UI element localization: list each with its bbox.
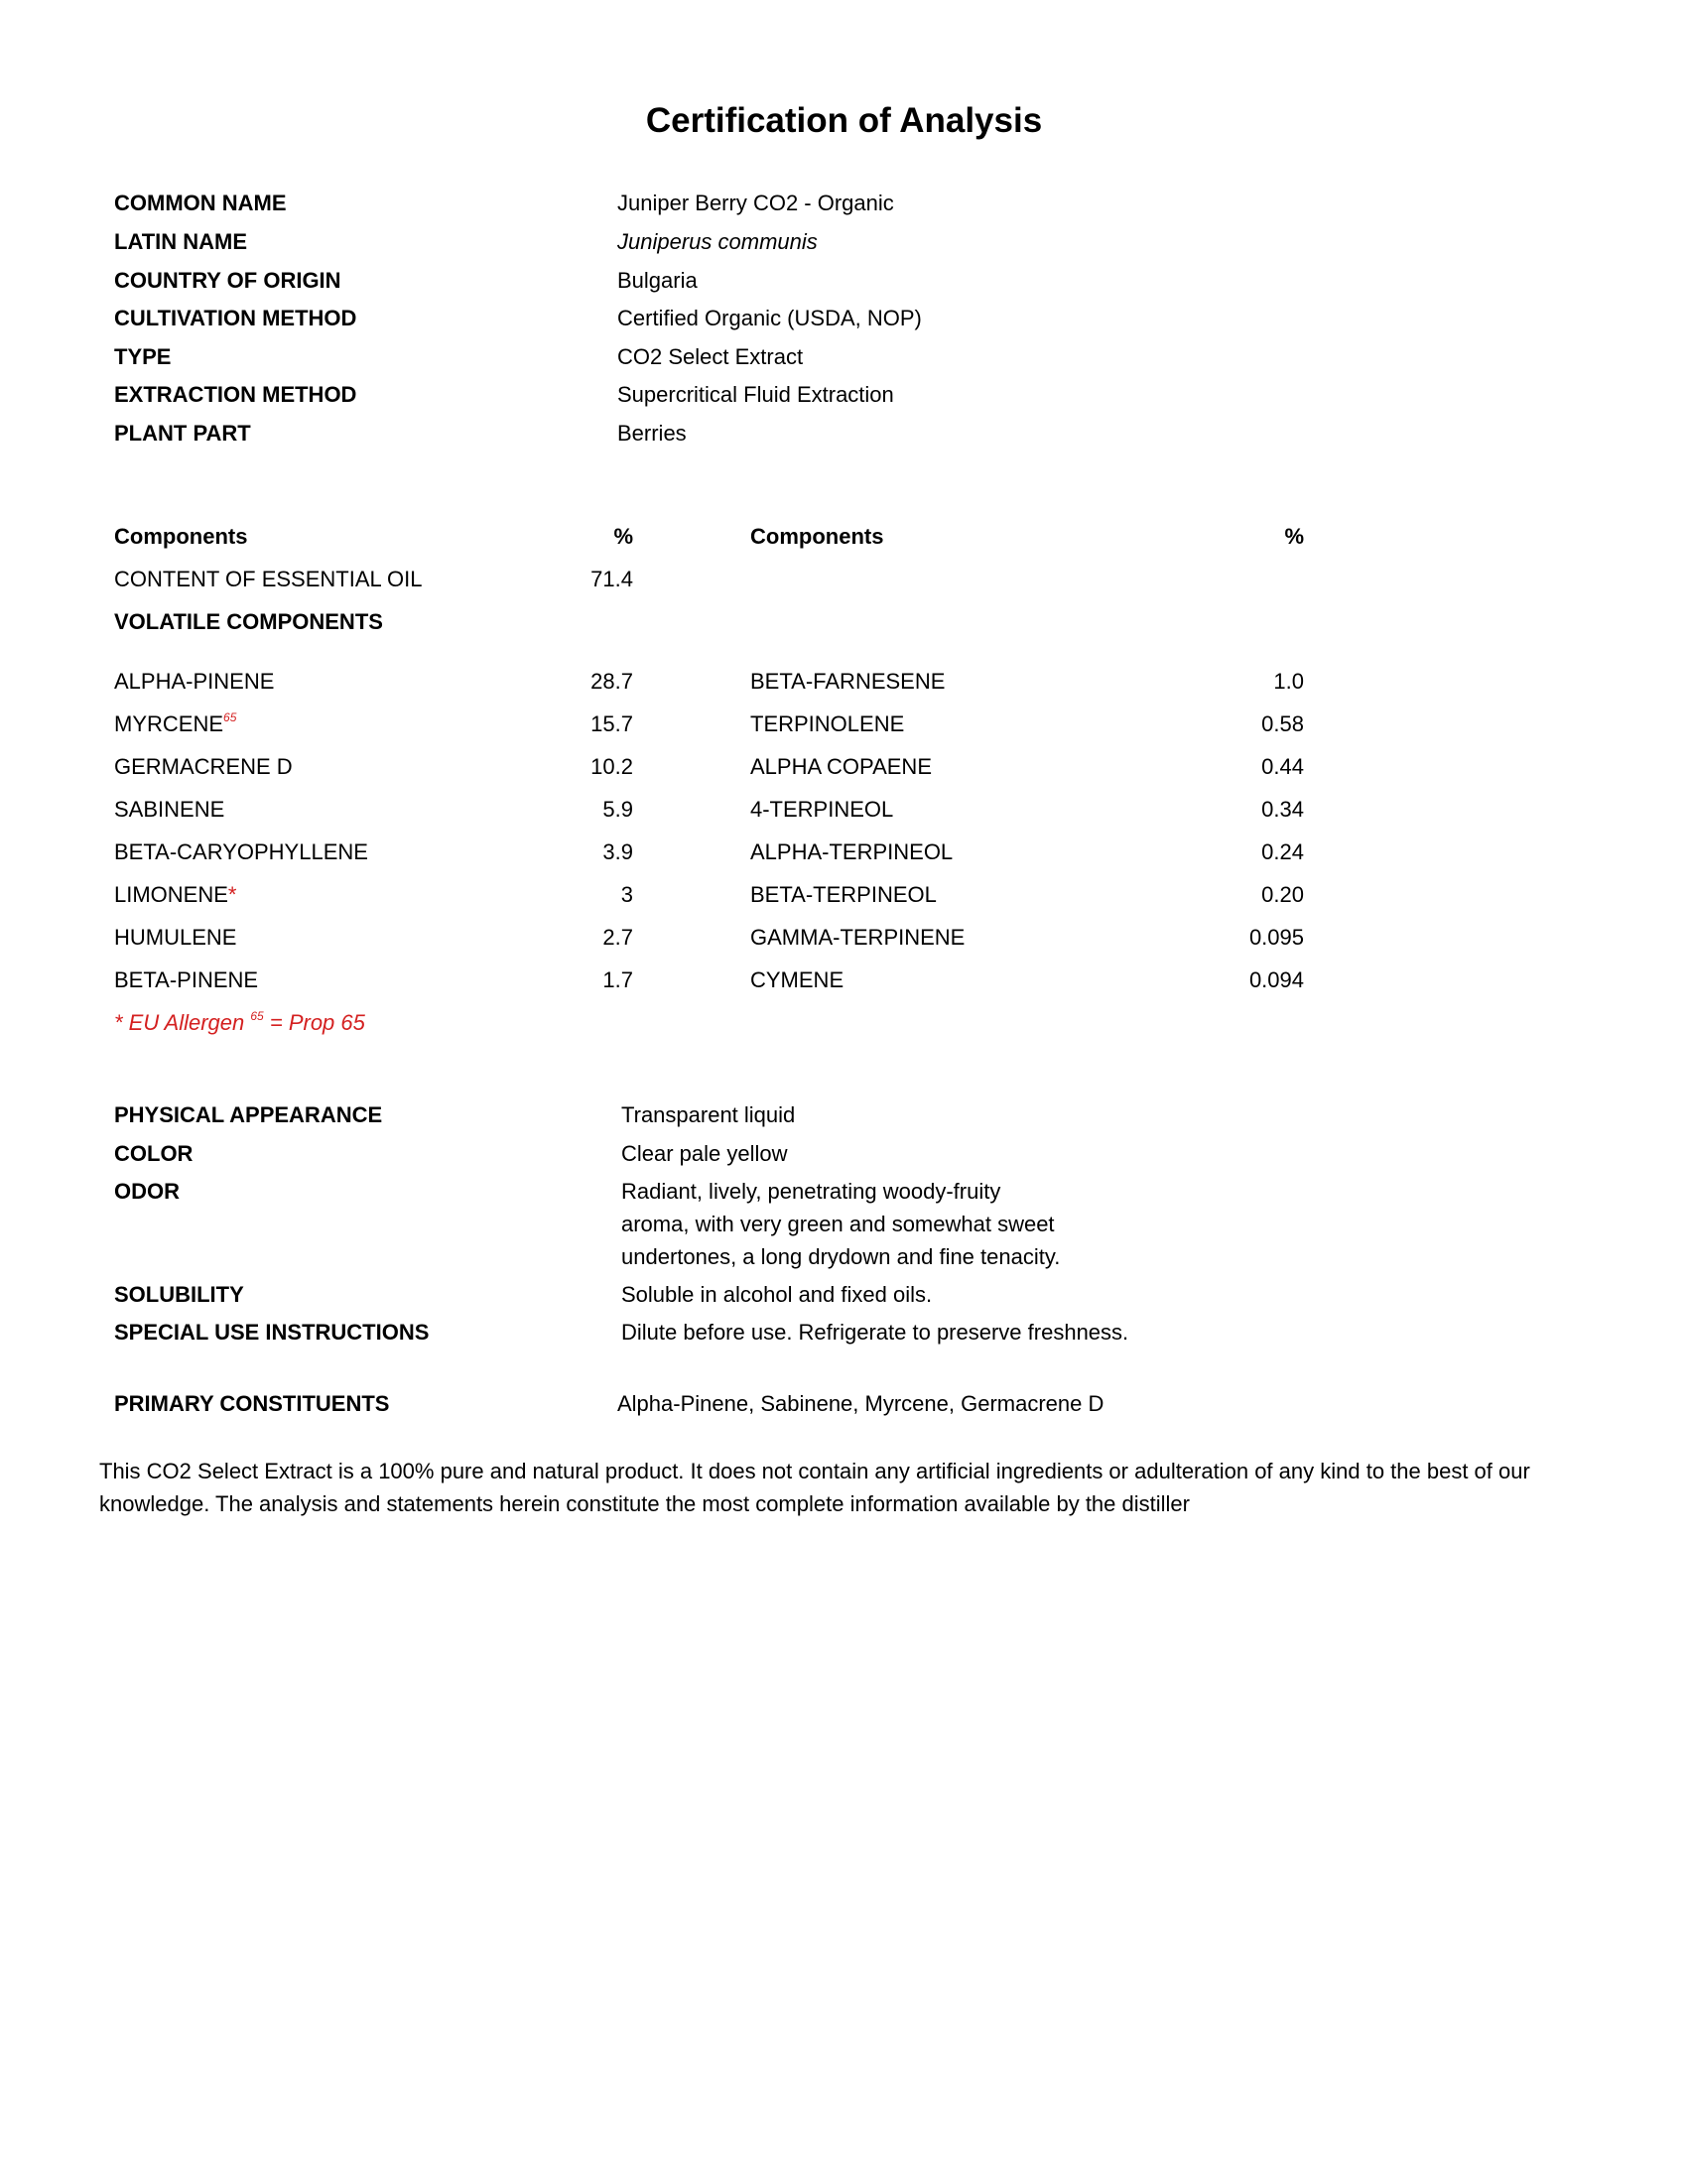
odor-line: Radiant, lively, penetrating woody-fruity bbox=[621, 1179, 1001, 1204]
component-value: 2.7 bbox=[602, 925, 633, 950]
odor-line: undertones, a long drydown and fine tenacity. bbox=[621, 1244, 1061, 1269]
special-use-label: SPECIAL USE INSTRUCTIONS bbox=[114, 1320, 430, 1345]
extraction-value: Supercritical Fluid Extraction bbox=[617, 382, 894, 407]
component-name: GERMACRENE D bbox=[114, 754, 293, 779]
essential-oil-label: CONTENT OF ESSENTIAL OIL bbox=[114, 567, 423, 591]
color-value: Clear pale yellow bbox=[621, 1141, 788, 1166]
appearance-label: PHYSICAL APPEARANCE bbox=[114, 1102, 383, 1127]
component-name bbox=[114, 710, 237, 736]
common-name-value: Juniper Berry CO2 - Organic bbox=[617, 191, 894, 215]
cultivation-value: Certified Organic (USDA, NOP) bbox=[617, 306, 922, 330]
component-value: 10.2 bbox=[590, 754, 633, 779]
component-value: 15.7 bbox=[590, 711, 633, 736]
prop65-legend-mark: 65 bbox=[250, 1009, 264, 1023]
essential-oil-value: 71.4 bbox=[590, 567, 633, 591]
common-name-label: COMMON NAME bbox=[114, 191, 287, 215]
component-value: 1.0 bbox=[1273, 669, 1304, 694]
primary-constituents-label: PRIMARY CONSTITUENTS bbox=[114, 1391, 390, 1416]
color-label: COLOR bbox=[114, 1141, 194, 1166]
allergen-legend bbox=[114, 1009, 365, 1035]
percent-header-right: % bbox=[1284, 524, 1304, 549]
special-use-value: Dilute before use. Refrigerate to preserve freshness. bbox=[621, 1320, 1129, 1345]
cultivation-label: CULTIVATION METHOD bbox=[114, 306, 357, 330]
appearance-value: Transparent liquid bbox=[621, 1102, 796, 1127]
component-name bbox=[114, 884, 236, 906]
component-value: 5.9 bbox=[602, 797, 633, 822]
component-value: 1.7 bbox=[602, 967, 633, 992]
plant-part-value: Berries bbox=[617, 421, 687, 446]
component-name: TERPINOLENE bbox=[750, 711, 905, 736]
component-name: BETA-FARNESENE bbox=[750, 669, 946, 694]
country-value: Bulgaria bbox=[617, 268, 698, 293]
solubility-value: Soluble in alcohol and fixed oils. bbox=[621, 1282, 933, 1307]
component-value: 3.9 bbox=[602, 839, 633, 864]
latin-name-label: LATIN NAME bbox=[114, 229, 248, 254]
component-value: 0.58 bbox=[1261, 711, 1304, 736]
component-value: 0.095 bbox=[1248, 925, 1304, 950]
extraction-label: EXTRACTION METHOD bbox=[114, 382, 357, 407]
component-value: 0.094 bbox=[1248, 967, 1304, 992]
component-name: SABINENE bbox=[114, 797, 225, 822]
odor-label: ODOR bbox=[114, 1179, 180, 1204]
allergen-legend-text: * EU Allergen bbox=[114, 1010, 245, 1035]
component-name: ALPHA-PINENE bbox=[114, 669, 275, 694]
solubility-label: SOLUBILITY bbox=[114, 1282, 244, 1307]
component-name: BETA-TERPINEOL bbox=[750, 882, 937, 907]
type-value: CO2 Select Extract bbox=[617, 344, 804, 369]
component-name: ALPHA-TERPINEOL bbox=[750, 839, 954, 864]
component-name-text: LIMONENE bbox=[114, 882, 228, 907]
component-name: CYMENE bbox=[750, 967, 844, 992]
page-title: Certification of Analysis bbox=[645, 101, 1043, 140]
component-value: 3 bbox=[620, 882, 633, 907]
component-value: 0.24 bbox=[1261, 839, 1304, 864]
allergen-mark: * bbox=[227, 882, 237, 907]
latin-name-value: Juniperus communis bbox=[617, 229, 818, 254]
component-value: 0.34 bbox=[1261, 797, 1304, 822]
component-value: 0.20 bbox=[1261, 882, 1304, 907]
prop65-mark: 65 bbox=[223, 710, 237, 724]
component-name: 4-TERPINEOL bbox=[750, 797, 894, 822]
volatile-heading: VOLATILE COMPONENTS bbox=[114, 609, 383, 634]
component-value: 0.44 bbox=[1261, 754, 1304, 779]
prop65-legend-text: = Prop 65 bbox=[269, 1010, 365, 1035]
component-name: BETA-PINENE bbox=[114, 967, 259, 992]
components-header-left: Components bbox=[114, 524, 248, 549]
component-name: GAMMA-TERPINENE bbox=[750, 925, 966, 950]
component-name: BETA-CARYOPHYLLENE bbox=[114, 839, 368, 864]
percent-header-left: % bbox=[613, 524, 633, 549]
component-name: HUMULENE bbox=[114, 925, 237, 950]
type-label: TYPE bbox=[114, 344, 172, 369]
component-value: 28.7 bbox=[590, 669, 633, 694]
disclaimer-paragraph: This CO2 Select Extract is a 100% pure and natural product. It does not contain any artificial ingredients or adulteration of any kind to the best of our knowledge. The analysis and statements herein constitute the most complete information available by the distiller bbox=[99, 1459, 1530, 1516]
component-name: ALPHA COPAENE bbox=[750, 754, 932, 779]
country-label: COUNTRY OF ORIGIN bbox=[114, 268, 341, 293]
components-header-right: Components bbox=[750, 524, 884, 549]
component-name-text: MYRCENE bbox=[114, 711, 224, 736]
plant-part-label: PLANT PART bbox=[114, 421, 251, 446]
primary-constituents-value: Alpha-Pinene, Sabinene, Myrcene, Germacrene D bbox=[617, 1391, 1104, 1416]
odor-line: aroma, with very green and somewhat sweet bbox=[621, 1212, 1055, 1236]
